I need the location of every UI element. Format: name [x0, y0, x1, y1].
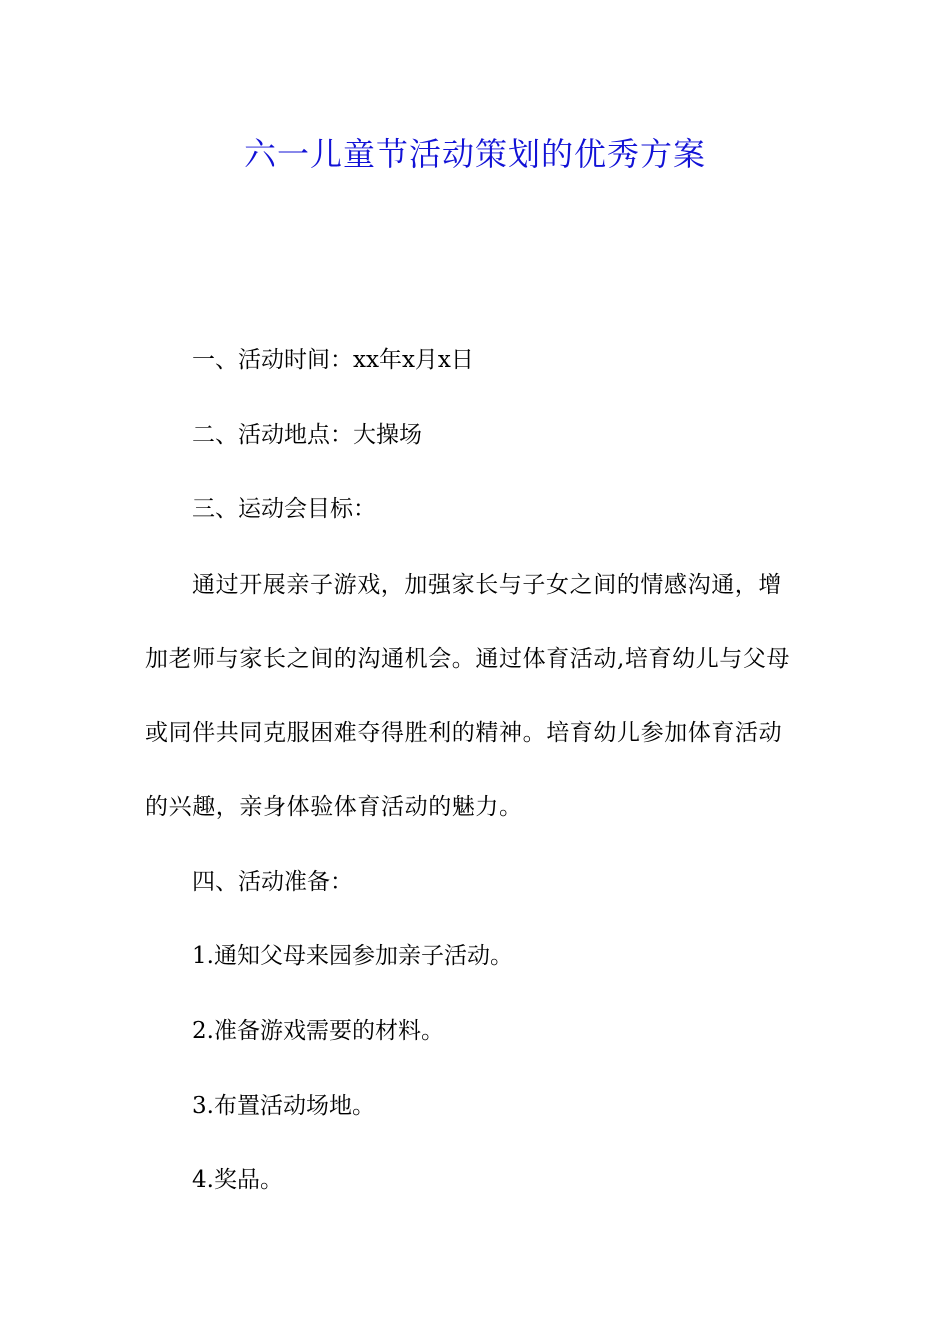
preparation-step: 3.布置活动场地。 [192, 1093, 375, 1119]
goal-paragraph-line: 的兴趣，亲身体验体育活动的魅力。 [145, 794, 523, 820]
preparation-heading: 四、活动准备： [192, 869, 353, 895]
goal-paragraph-line: 或同伴共同克服困难夺得胜利的精神。培育幼儿参加体育活动 [145, 720, 783, 746]
goal-paragraph-line: 加老师与家长之间的沟通机会。通过体育活动,培育幼儿与父母 [145, 646, 791, 672]
document-title: 六一儿童节活动策划的优秀方案 [243, 135, 706, 173]
preparation-step: 4.奖品。 [192, 1167, 283, 1193]
goal-paragraph [145, 568, 810, 864]
goal-paragraph-line: 通过开展亲子游戏，加强家长与子女之间的情感沟通，增 [192, 572, 782, 598]
preparation-step: 1.通知父母来园参加亲子活动。 [192, 943, 513, 969]
goal-heading: 三、运动会目标： [192, 496, 376, 522]
preparation-step: 2.准备游戏需要的材料。 [192, 1018, 444, 1044]
activity-time-item: 一、活动时间：xx年x月x日 [192, 347, 474, 373]
activity-place-item: 二、活动地点：大操场 [192, 422, 422, 448]
